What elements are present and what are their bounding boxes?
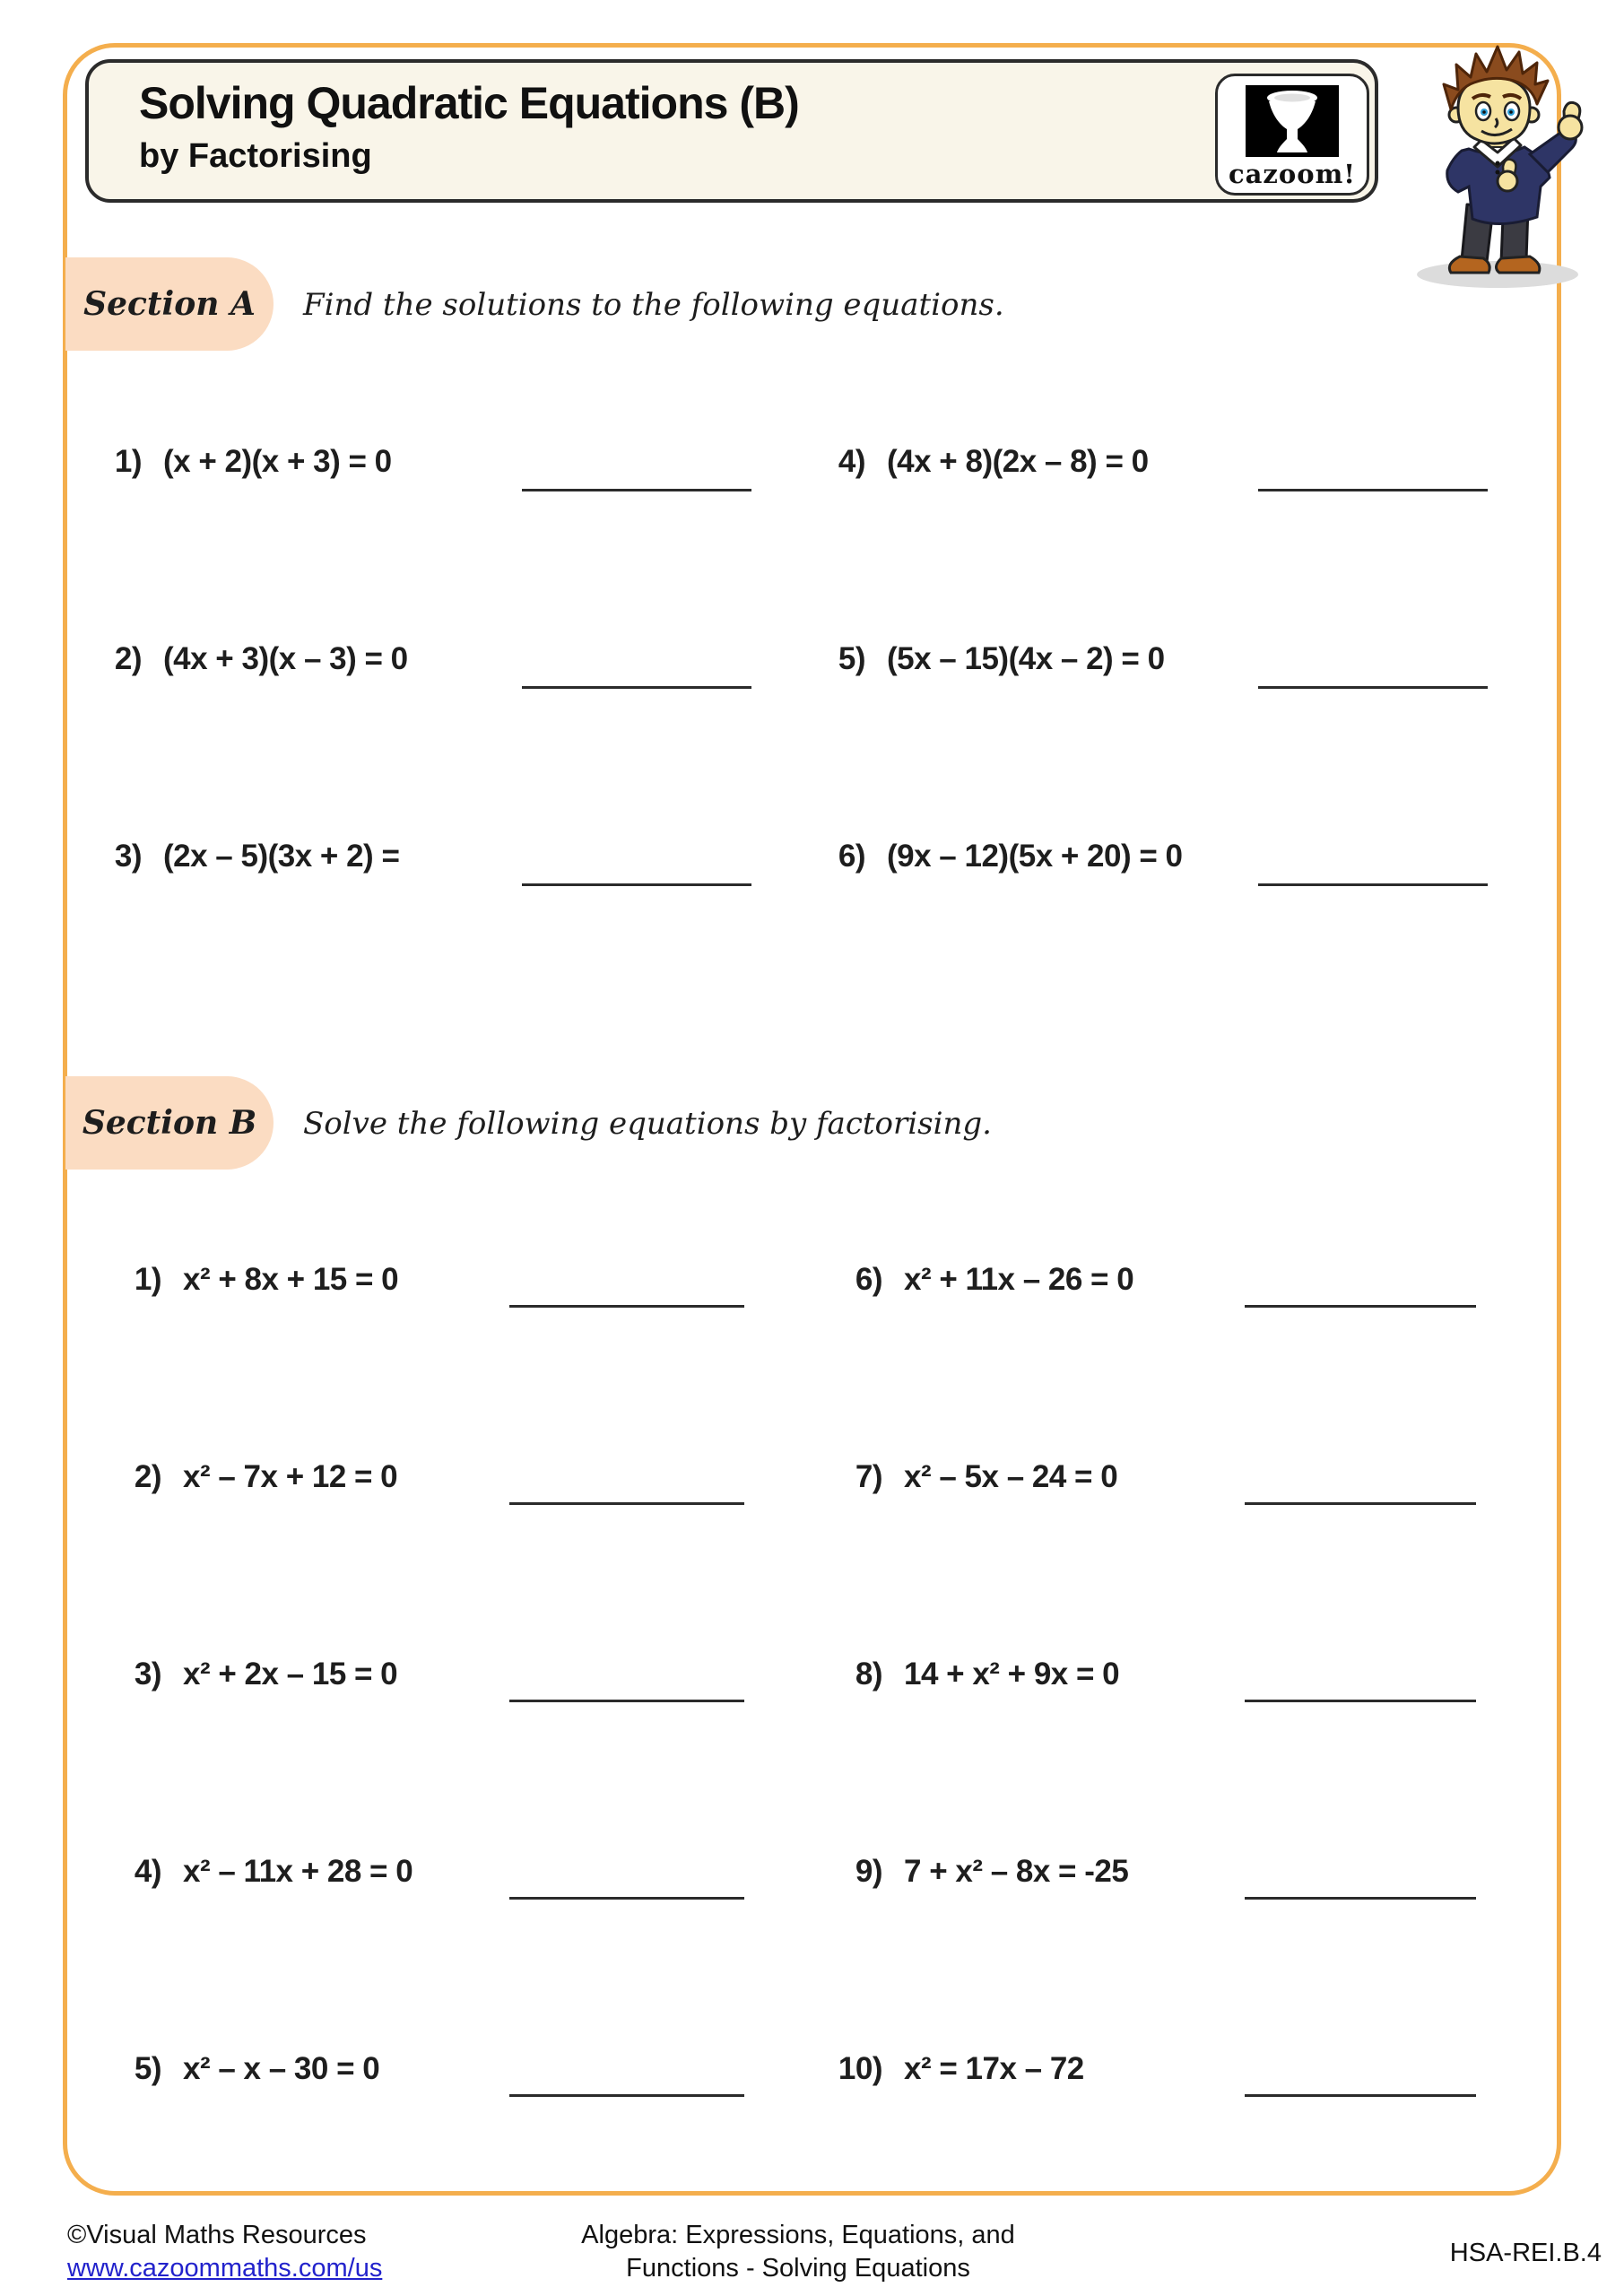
question-b10 — [832, 2049, 1084, 2089]
question-b4 — [133, 1852, 413, 1892]
answer-line-b9 — [1245, 1897, 1476, 1900]
equation-text: x² + 2x – 15 = 0 — [183, 1657, 398, 1692]
question-number: 6) — [855, 1262, 882, 1297]
title-box — [85, 59, 1378, 203]
question-number: 3) — [134, 1657, 161, 1692]
question-b3 — [133, 1655, 397, 1694]
footer-left — [67, 2219, 382, 2285]
question-number: 5) — [838, 641, 865, 676]
section-b-instruction: Solve the following equations by factorising. — [303, 1106, 992, 1142]
equation-text: (9x – 12)(5x + 20) = 0 — [887, 839, 1183, 874]
answer-line-b7 — [1245, 1502, 1476, 1505]
section-a-label: Section A — [83, 285, 256, 323]
equation-text: (2x – 5)(3x + 2) = — [163, 839, 400, 874]
question-a6 — [837, 837, 1183, 876]
equation-text: 7 + x² – 8x = -25 — [904, 1854, 1129, 1889]
answer-line-b2 — [509, 1502, 744, 1505]
equation-text: (4x + 8)(2x – 8) = 0 — [887, 444, 1149, 479]
answer-line-b3 — [509, 1700, 744, 1702]
footer-subject-line1: Algebra: Expressions, Equations, and — [581, 2221, 1015, 2249]
footer-standard-code: HSA-REI.B.4 — [1449, 2239, 1602, 2267]
equation-text: x² – x – 30 = 0 — [183, 2051, 380, 2086]
logo-wordmark: cazoom! — [1228, 159, 1357, 189]
question-number: 5) — [134, 2051, 161, 2086]
question-a3 — [113, 837, 399, 876]
question-a1 — [113, 442, 392, 482]
question-number: 9) — [855, 1854, 882, 1889]
question-number: 10) — [838, 2051, 882, 2086]
answer-line-a5 — [1258, 686, 1488, 689]
question-b8 — [832, 1655, 1119, 1694]
section-a-tab — [65, 257, 274, 351]
equation-text: x² – 11x + 28 = 0 — [183, 1854, 413, 1889]
answer-line-a4 — [1258, 489, 1488, 491]
section-a-instruction: Find the solutions to the following equations. — [303, 287, 1004, 323]
footer-link[interactable]: www.cazoommaths.com/us — [67, 2254, 383, 2283]
question-number: 8) — [855, 1657, 882, 1692]
question-a5 — [837, 639, 1165, 679]
section-b-label: Section B — [82, 1104, 257, 1142]
question-number: 4) — [838, 444, 865, 479]
question-b7 — [832, 1457, 1117, 1497]
answer-line-a2 — [522, 686, 751, 689]
cazoom-logo — [1215, 74, 1369, 196]
answer-line-a3 — [522, 883, 751, 886]
mascot-shoe-right — [1496, 257, 1539, 273]
question-number: 1) — [114, 444, 142, 479]
answer-line-a6 — [1258, 883, 1488, 886]
question-number: 6) — [838, 839, 865, 874]
footer-subject — [502, 2219, 1094, 2285]
question-a2 — [113, 639, 408, 679]
answer-line-b10 — [1245, 2094, 1476, 2097]
question-number: 3) — [114, 839, 142, 874]
answer-line-b6 — [1245, 1305, 1476, 1308]
footer-copyright: ©Visual Maths Resources — [67, 2221, 367, 2249]
equation-text: (x + 2)(x + 3) = 0 — [163, 444, 392, 479]
equation-text: 14 + x² + 9x = 0 — [904, 1657, 1120, 1692]
question-number: 7) — [855, 1459, 882, 1494]
drum-icon — [1246, 85, 1339, 157]
question-b1 — [133, 1260, 398, 1300]
question-b5 — [133, 2049, 379, 2089]
question-b6 — [832, 1260, 1133, 1300]
question-b2 — [133, 1457, 397, 1497]
equation-text: x² = 17x – 72 — [904, 2051, 1084, 2086]
equation-text: x² + 8x + 15 = 0 — [183, 1262, 399, 1297]
equation-text: x² – 5x – 24 = 0 — [904, 1459, 1118, 1494]
question-b9 — [832, 1852, 1128, 1892]
page-subtitle: by Factorising — [139, 137, 372, 175]
equation-text: (5x – 15)(4x – 2) = 0 — [887, 641, 1165, 676]
answer-line-b1 — [509, 1305, 744, 1308]
mascot-boy-illustration — [1388, 32, 1612, 292]
answer-line-b4 — [509, 1897, 744, 1900]
equation-text: x² – 7x + 12 = 0 — [183, 1459, 398, 1494]
equation-text: x² + 11x – 26 = 0 — [904, 1262, 1134, 1297]
equation-text: (4x + 3)(x – 3) = 0 — [163, 641, 408, 676]
question-a4 — [837, 442, 1149, 482]
footer-subject-line2: Functions - Solving Equations — [626, 2254, 970, 2283]
question-number: 4) — [134, 1854, 161, 1889]
question-number: 2) — [114, 641, 142, 676]
mascot-shoe-left — [1449, 257, 1489, 273]
page-title: Solving Quadratic Equations (B) — [139, 78, 799, 128]
question-number: 1) — [134, 1262, 161, 1297]
section-b-tab — [65, 1076, 274, 1170]
answer-line-a1 — [522, 489, 751, 491]
answer-line-b8 — [1245, 1700, 1476, 1702]
question-number: 2) — [134, 1459, 161, 1494]
answer-line-b5 — [509, 2094, 744, 2097]
